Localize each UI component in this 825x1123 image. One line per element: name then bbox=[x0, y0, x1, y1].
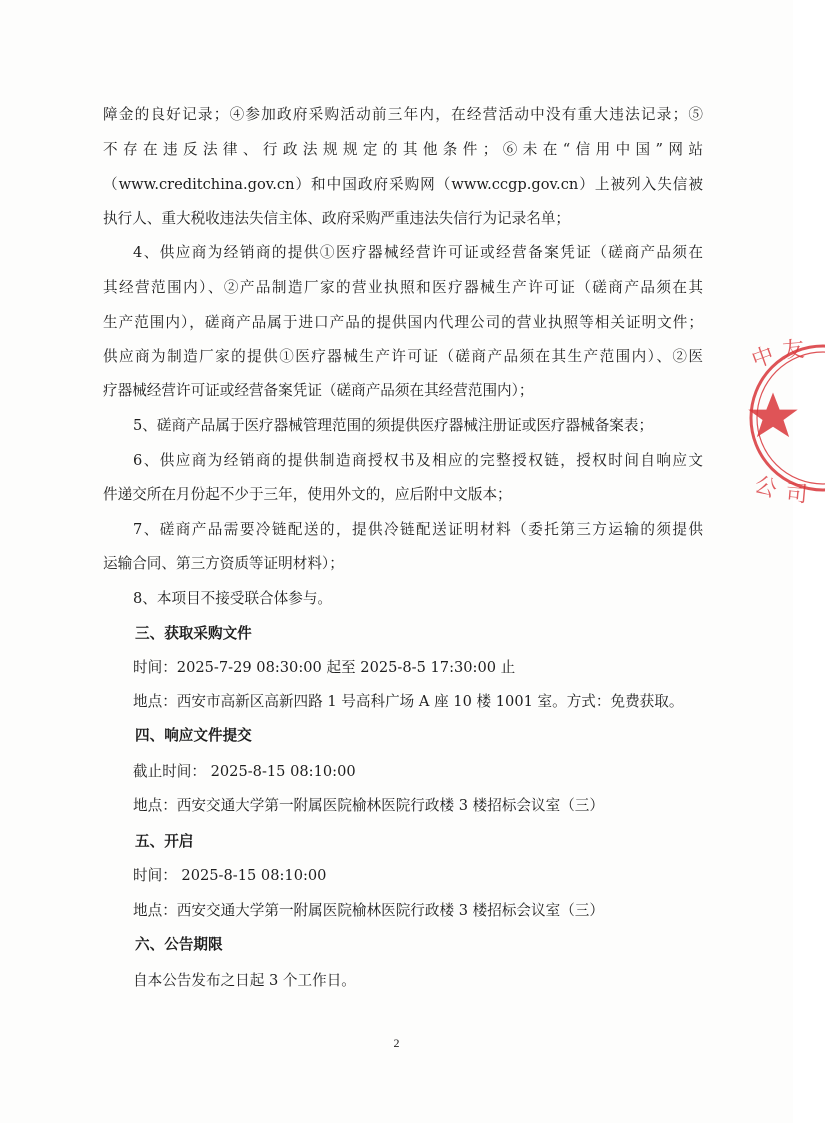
paragraph-line: 生产范围内），磋商产品属于进口产品的提供国内代理公司的营业执照等相关证明文件； bbox=[103, 314, 703, 331]
section-heading-notice-period: 六、公告期限 bbox=[135, 936, 223, 953]
page-number: 2 bbox=[393, 1036, 400, 1050]
opening-time: 时间： 2025-8-15 08:10:00 bbox=[133, 867, 327, 884]
paragraph-line: 6、供应商为经销商的提供制造商授权书及相应的完整授权链，授权时间自响应文 bbox=[133, 452, 703, 469]
paragraph-line: 执行人、重大税收违法失信主体、政府采购严重违法失信行为记录名单； bbox=[103, 210, 571, 227]
paragraph-line: 运输合同、第三方资质等证明材料）； bbox=[103, 555, 344, 572]
opening-location: 地点：西安交通大学第一附属医院榆林医院行政楼 3 楼招标会议室（三） bbox=[133, 902, 604, 919]
paragraph-line: 障金的良好记录；④参加政府采购活动前三年内，在经营活动中没有重大违法记录；⑤ bbox=[103, 106, 703, 123]
paragraph-line: 8、本项目不接受联合体参与。 bbox=[133, 590, 333, 607]
paragraph-line: 件递交所在月份起不少于三年，使用外文的，应后附中文版本； bbox=[103, 486, 512, 503]
section-heading-submission: 四、响应文件提交 bbox=[135, 727, 252, 744]
acquire-location: 地点：西安市高新区高新四路 1 号高科广场 A 座 10 楼 1001 室。方式：免费获取。 bbox=[133, 693, 684, 710]
notice-period-text: 自本公告发布之日起 3 个工作日。 bbox=[133, 972, 356, 989]
section-heading-opening: 五、开启 bbox=[135, 833, 194, 850]
acquire-time: 时间：2025-7-29 08:30:00 起至 2025-8-5 17:30:00 止 bbox=[133, 659, 516, 676]
section-heading-acquire-docs: 三、获取采购文件 bbox=[135, 625, 252, 642]
submission-location: 地点：西安交通大学第一附属医院榆林医院行政楼 3 楼招标会议室（三） bbox=[133, 797, 604, 814]
paragraph-line: 不存在违反法律、行政法规规定的其他条件；⑥未在“信用中国”网站 bbox=[103, 141, 703, 158]
paragraph-line: 4、供应商为经销商的提供①医疗器械经营许可证或经营备案凭证（磋商产品须在 bbox=[133, 244, 703, 261]
svg-text:司: 司 bbox=[784, 481, 809, 508]
paragraph-line: 5、磋商产品属于医疗器械管理范围的须提供医疗器械注册证或医疗器械备案表； bbox=[133, 417, 654, 434]
svg-text:中: 中 bbox=[748, 342, 778, 374]
paragraph-line: 疗器械经营许可证或经营备案凭证（磋商产品须在其经营范围内）； bbox=[103, 382, 534, 399]
submission-deadline: 截止时间： 2025-8-15 08:10:00 bbox=[133, 763, 356, 780]
company-seal-stamp bbox=[735, 330, 825, 510]
paragraph-line: 7、磋商产品需要冷链配送的，提供冷链配送证明材料（委托第三方运输的须提供 bbox=[133, 521, 703, 538]
svg-text:友: 友 bbox=[781, 337, 806, 364]
svg-text:公: 公 bbox=[750, 472, 781, 504]
paragraph-line: 供应商为制造厂家的提供①医疗器械生产许可证（磋商产品须在其生产范围内）、②医 bbox=[103, 348, 703, 365]
paragraph-line: 其经营范围内）、②产品制造厂家的营业执照和医疗器械生产许可证（磋商产品须在其 bbox=[103, 279, 703, 296]
paragraph-line: （www.creditchina.gov.cn）和中国政府采购网（www.ccgp.gov.cn）上被列入失信被 bbox=[103, 176, 703, 193]
